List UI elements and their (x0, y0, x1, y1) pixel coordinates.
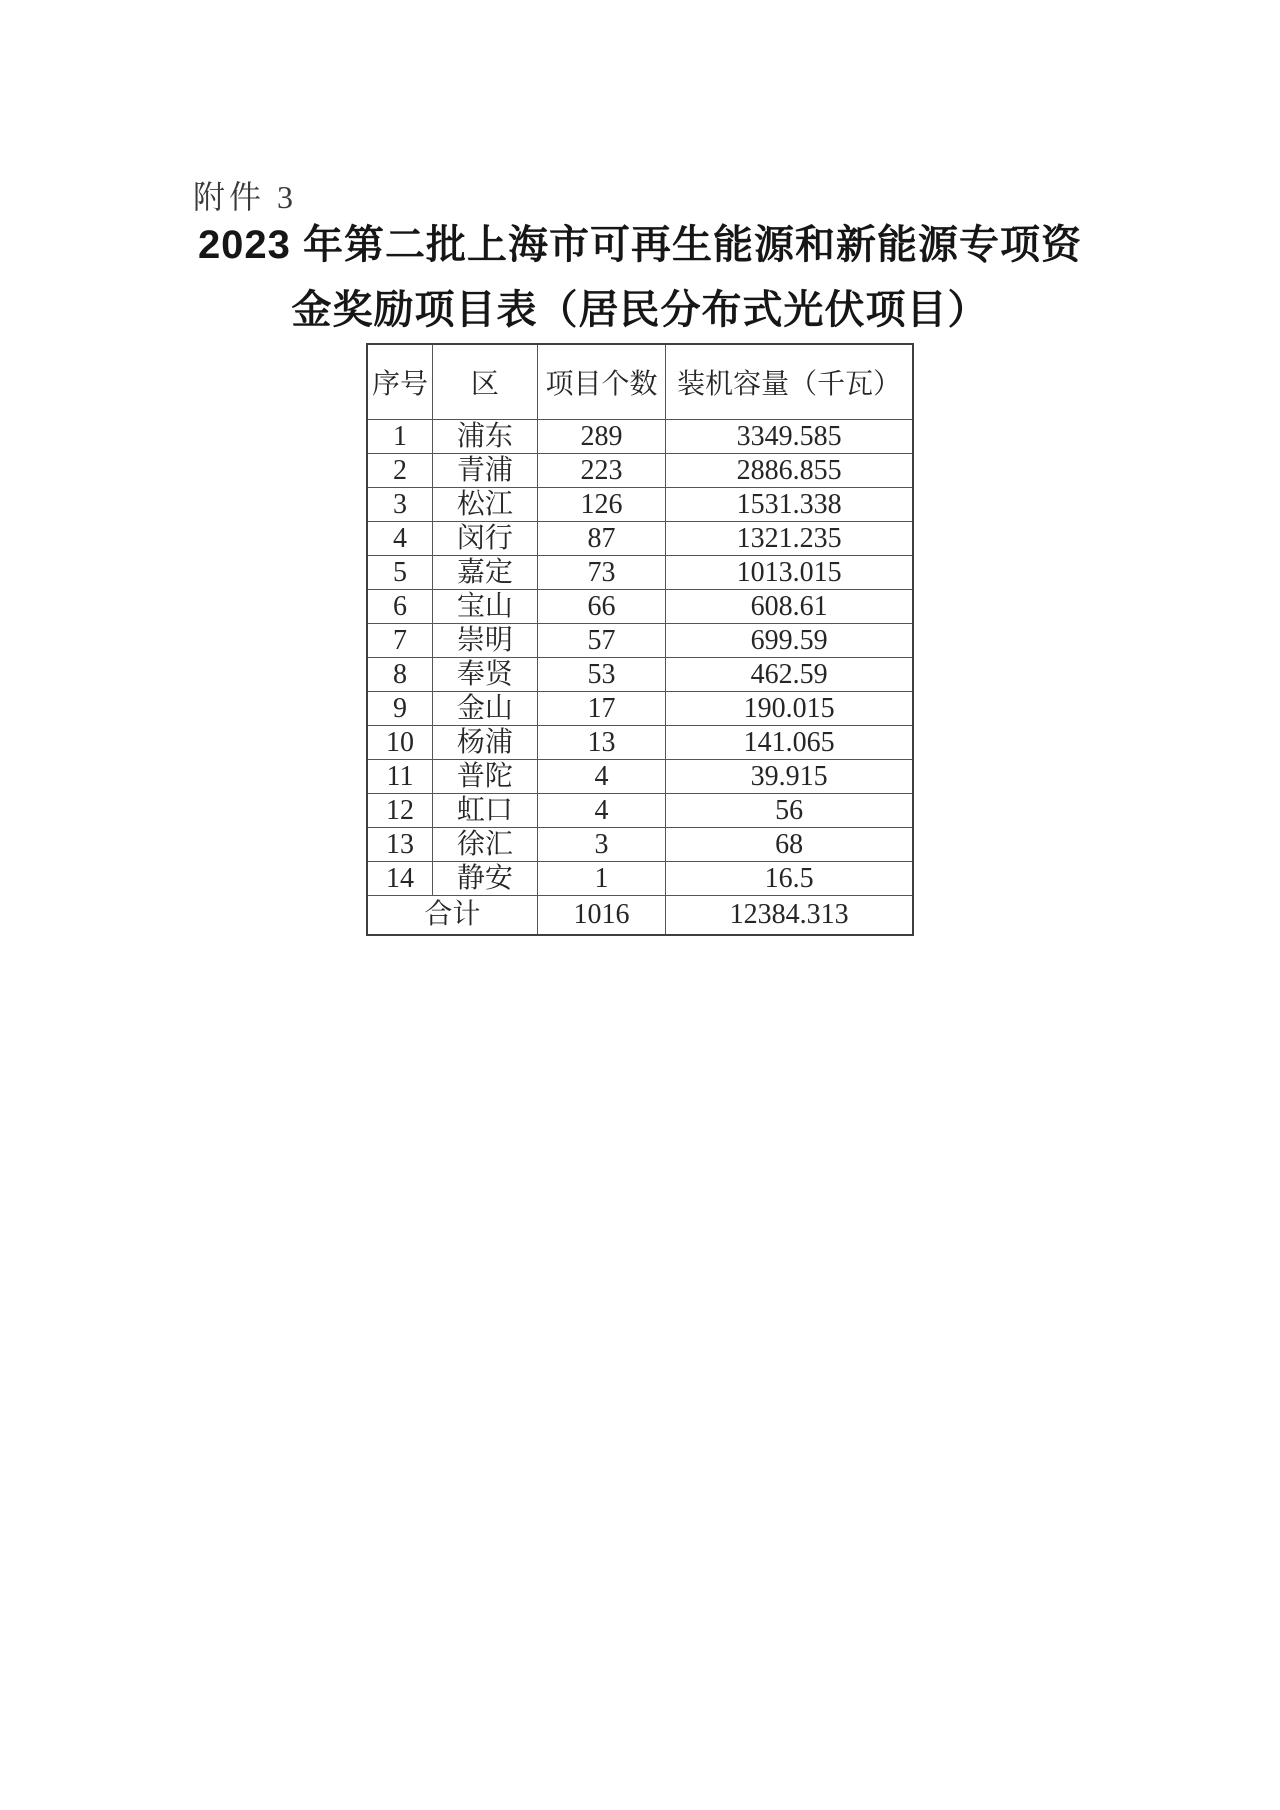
cell-district: 宝山 (433, 590, 538, 624)
cell-count: 223 (537, 454, 665, 488)
cell-serial: 12 (367, 794, 433, 828)
cell-capacity: 1531.338 (666, 488, 913, 522)
total-project-count: 1016 (537, 896, 665, 936)
cell-count: 87 (537, 522, 665, 556)
table-row (367, 556, 913, 590)
cell-count: 3 (537, 828, 665, 862)
cell-serial: 8 (367, 658, 433, 692)
cell-serial: 5 (367, 556, 433, 590)
cell-count: 289 (537, 420, 665, 454)
cell-count: 57 (537, 624, 665, 658)
attachment-label: 附件 3 (193, 179, 298, 215)
table-row (367, 454, 913, 488)
cell-count: 1 (537, 862, 665, 896)
cell-capacity: 2886.855 (666, 454, 913, 488)
table-row (367, 794, 913, 828)
cell-capacity: 39.915 (666, 760, 913, 794)
cell-district: 杨浦 (433, 726, 538, 760)
document-title-line-2: 金奖励项目表（居民分布式光伏项目） (291, 288, 989, 332)
cell-count: 17 (537, 692, 665, 726)
cell-district: 奉贤 (433, 658, 538, 692)
cell-serial: 13 (367, 828, 433, 862)
header-serial-number: 序号 (367, 344, 433, 420)
table-row (367, 658, 913, 692)
cell-capacity: 190.015 (666, 692, 913, 726)
table-row (367, 624, 913, 658)
table-row (367, 828, 913, 862)
cell-serial: 7 (367, 624, 433, 658)
cell-count: 13 (537, 726, 665, 760)
cell-count: 66 (537, 590, 665, 624)
table-row (367, 488, 913, 522)
table-total-row (367, 896, 913, 936)
cell-district: 青浦 (433, 454, 538, 488)
cell-serial: 6 (367, 590, 433, 624)
table-header-row (367, 344, 913, 420)
cell-capacity: 1321.235 (666, 522, 913, 556)
cell-district: 崇明 (433, 624, 538, 658)
table-row (367, 590, 913, 624)
table-row (367, 726, 913, 760)
cell-count: 4 (537, 760, 665, 794)
cell-district: 徐汇 (433, 828, 538, 862)
cell-serial: 9 (367, 692, 433, 726)
cell-count: 126 (537, 488, 665, 522)
cell-district: 金山 (433, 692, 538, 726)
cell-capacity: 3349.585 (666, 420, 913, 454)
document-title (0, 213, 1280, 343)
header-project-count: 项目个数 (537, 344, 665, 420)
cell-capacity: 16.5 (666, 862, 913, 896)
cell-district: 静安 (433, 862, 538, 896)
cell-capacity: 68 (666, 828, 913, 862)
cell-serial: 10 (367, 726, 433, 760)
cell-capacity: 699.59 (666, 624, 913, 658)
cell-capacity: 56 (666, 794, 913, 828)
cell-district: 松江 (433, 488, 538, 522)
cell-district: 嘉定 (433, 556, 538, 590)
cell-serial: 1 (367, 420, 433, 454)
cell-district: 虹口 (433, 794, 538, 828)
cell-capacity: 1013.015 (666, 556, 913, 590)
table-row (367, 522, 913, 556)
total-label: 合计 (367, 896, 537, 936)
header-district: 区 (433, 344, 538, 420)
cell-count: 4 (537, 794, 665, 828)
cell-capacity: 141.065 (666, 726, 913, 760)
cell-district: 闵行 (433, 522, 538, 556)
table-row (367, 692, 913, 726)
table-row (367, 862, 913, 896)
total-capacity: 12384.313 (666, 896, 913, 936)
table-row (367, 420, 913, 454)
cell-count: 53 (537, 658, 665, 692)
cell-capacity: 608.61 (666, 590, 913, 624)
table-row (367, 760, 913, 794)
cell-serial: 14 (367, 862, 433, 896)
cell-serial: 4 (367, 522, 433, 556)
header-installed-capacity: 装机容量（千瓦） (666, 344, 913, 420)
cell-capacity: 462.59 (666, 658, 913, 692)
cell-district: 浦东 (433, 420, 538, 454)
document-title-line-1: 2023 年第二批上海市可再生能源和新能源专项资 (197, 223, 1083, 267)
cell-serial: 2 (367, 454, 433, 488)
cell-count: 73 (537, 556, 665, 590)
cell-serial: 3 (367, 488, 433, 522)
pv-projects-table (366, 343, 914, 936)
cell-serial: 11 (367, 760, 433, 794)
cell-district: 普陀 (433, 760, 538, 794)
